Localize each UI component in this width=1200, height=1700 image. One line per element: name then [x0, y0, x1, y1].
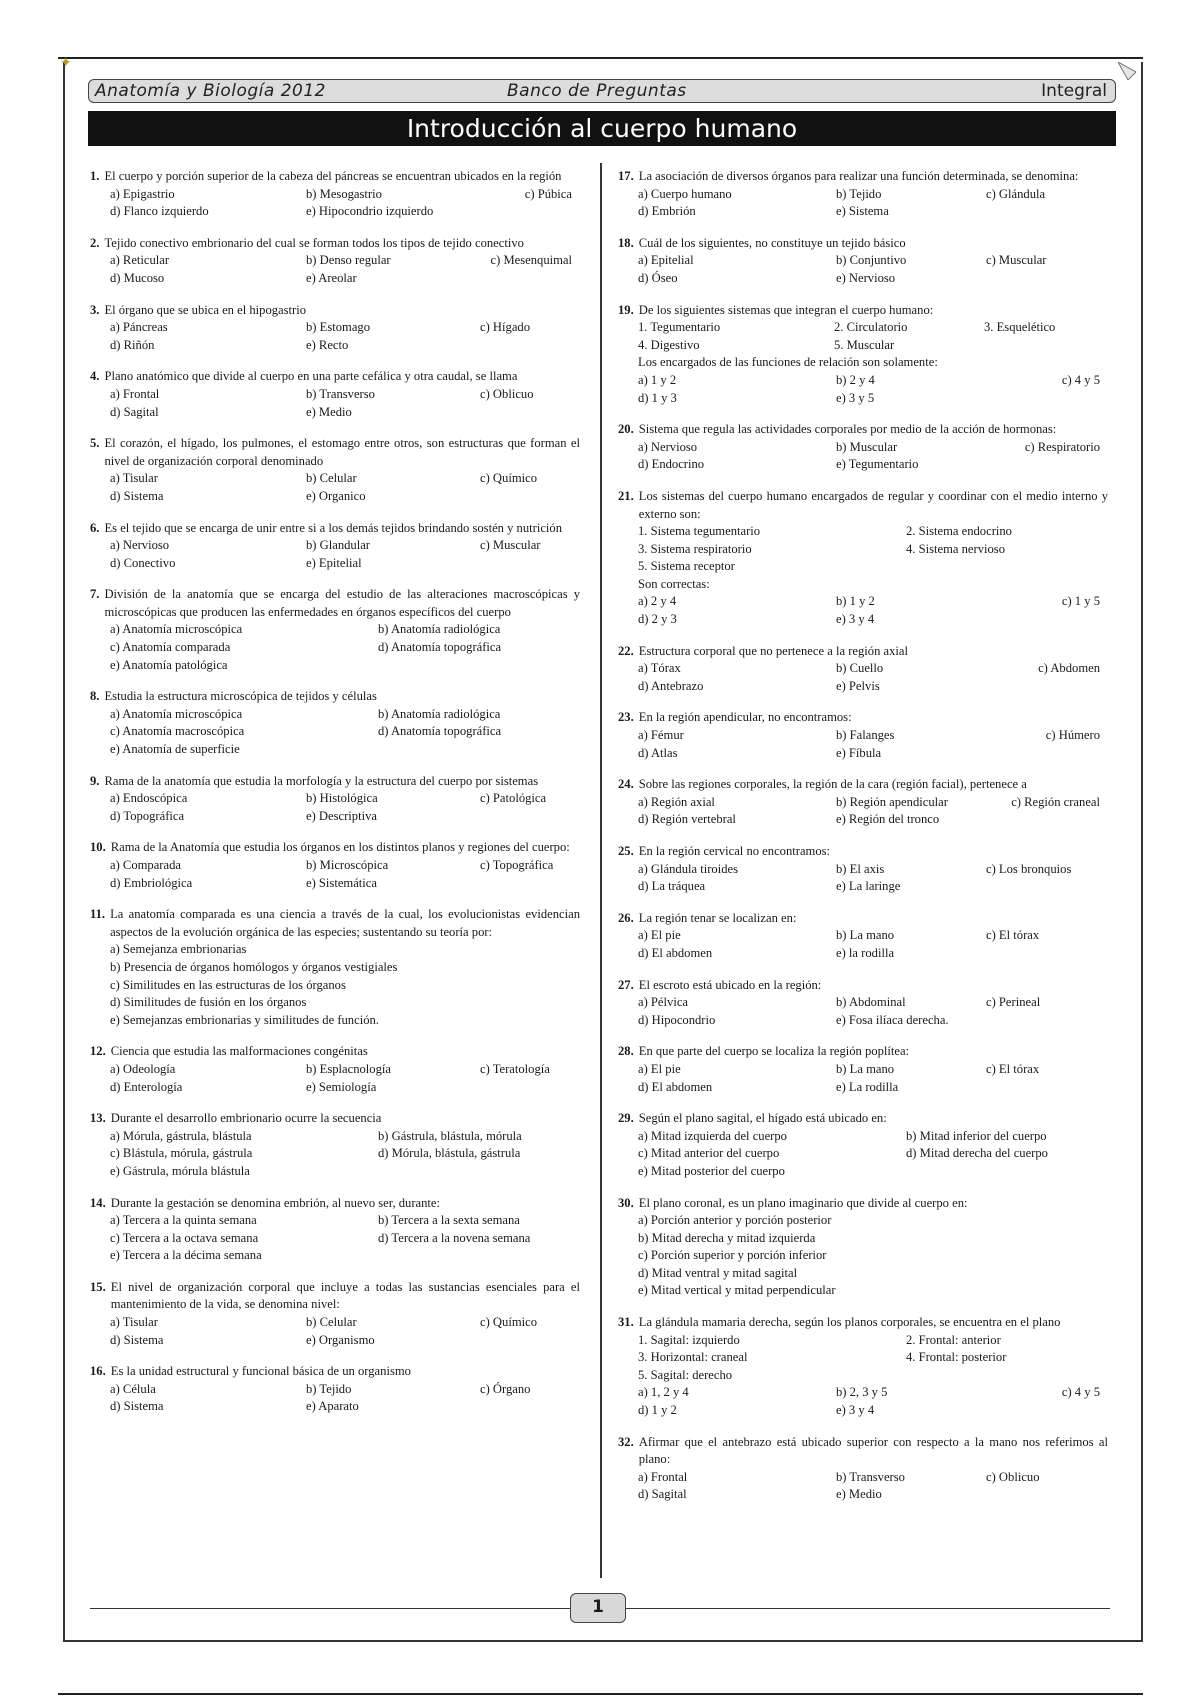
- question-1: 1. El cuerpo y porción superior de la cabeza del páncreas se encuentran ubicados en la región a) Epigastrio b) Mesogastrio c) Púbica d) Flanco izquierdo e) Hipocondrio izquierdo: [90, 169, 572, 219]
- question-3: 3. El órgano que se ubica en el hipogastrio a) Páncreas b) Estomago c) Hígado d) Riñón e) Recto: [90, 302, 531, 352]
- question-12: 12. Ciencia que estudia las malformaciones congénitas a) Odeología b) Esplacnología c) Teratología d) Enterología e) Semiología: [90, 1044, 550, 1094]
- question-6: 6. Es el tejido que se encarga de unir entre si a los demás tejidos brindando sostén y nutrición a) Nervioso b) Glandular c) Muscular d) Conectivo e) Epitelial: [90, 520, 563, 570]
- left-column: [90, 168, 580, 1430]
- question-9: 9. Rama de la anatomía que estudia la morfología y la estructura del cuerpo por sistemas a) Endoscópica b) Histológica c) Patológica d) Topográfica e) Descriptiva: [90, 773, 547, 823]
- question-10: 10. Rama de la Anatomía que estudia los órganos en los distintos planos y regiones del cuerpo: a) Comparada b) Microscópica c) Topográfica d) Embriológica e) Sistemática: [90, 840, 570, 890]
- question-13: 13. Durante el desarrollo embrionario ocurre la secuencia a) Mórula, gástrula, blástula b) Gástrula, blástula, mórula c) Blástula, mórula, gástrula d) Mórula, blástula, gástrula e) Gástrula, mórula blástula: [90, 1111, 522, 1178]
- corner-mark-icon: ✦: [60, 55, 72, 71]
- top-rule: [58, 57, 1143, 59]
- question-25: 25. En la región cervical no encontramos: a) Glándula tiroides b) El axis c) Los bronquios d) La tráquea e) La laringe: [618, 844, 1072, 894]
- question-28: 28. En que parte del cuerpo se localiza la región poplítea: a) El pie b) La mano c) El tórax d) El abdomen e) La rodilla: [618, 1044, 1040, 1094]
- question-18: 18. Cuál de los siguientes, no constituye un tejido básico a) Epitelial b) Conjuntivo c) Muscular d) Óseo e) Nervioso: [618, 235, 1047, 285]
- question-32: 32. Afirmar que el antebrazo está ubicado superior con respecto a la mano nos referimos al plano: a) Frontal b) Transverso c) Oblicuo d) Sagital e) Medio: [618, 1434, 1108, 1502]
- footer-rule-left: [90, 1608, 570, 1609]
- question-30: 30. El plano coronal, es un plano imaginario que divide al cuerpo en: a) Porción anterior y porción posterior b) Mitad derecha y mitad izquierda c) Porción superior y porción inferior d) Mitad ventral y mitad sagital e) Mitad vertical y mitad perpendicular: [618, 1195, 968, 1298]
- footer-rule-right: [626, 1608, 1110, 1609]
- question-20: 20. Sistema que regula las actividades corporales por medio de la acción de hormonas: a) Nervioso b) Muscular c) Respiratorio d) Endocrino e) Tegumentario: [618, 422, 1100, 472]
- question-21: 21. Los sistemas del cuerpo humano encargados de regular y coordinar con el medio interno y externo son: 1. Sistema tegumentario 2. Sistema endocrino 3. Sistema respiratorio 4. Sistema nervioso 5. Sistema receptor Son correctas: a) 2 y 4 b) 1 y 2 c) 1 y 5 d) 2 y 3 e) 3 y 4: [618, 488, 1108, 627]
- page-title: Introducción al cuerpo humano: [88, 111, 1116, 146]
- question-29: 29. Según el plano sagital, el hígado está ubicado en: a) Mitad izquierda del cuerpo b) Mitad inferior del cuerpo c) Mitad anterior del cuerpo d) Mitad derecha del cuerpo e) Mitad posterior del cuerpo: [618, 1111, 1048, 1178]
- bottom-rule: [58, 1693, 1143, 1695]
- question-7: 7. División de la anatomía que se encarga del estudio de las alteraciones macroscópicas y microscópicas que producen las enfermedades en órganos específicos del cuerpo a) Anatomía microscópica b) Anatomía radiológica c) Anatomía comparada d) Anatomía topográfica e) Anatomía patológica: [90, 587, 580, 672]
- page-fold-icon: [1118, 62, 1136, 80]
- question-24: 24. Sobre las regiones corporales, la región de la cara (región facial), pertenece a a) Región axial b) Región apendicular c) Región craneal d) Región vertebral e) Región del tronco: [618, 777, 1100, 827]
- question-15: 15. El nivel de organización corporal que incluye a todas las sustancias esenciales para el mantenimiento de la vida, se denomina nivel: a) Tisular b) Celular c) Químico d) Sistema e) Organismo: [90, 1279, 580, 1347]
- column-divider: [600, 163, 602, 1578]
- question-22: 22. Estructura corporal que no pertenece a la región axial a) Tórax b) Cuello c) Abdomen d) Antebrazo e) Pelvis: [618, 643, 1100, 693]
- question-23: 23. En la región apendicular, no encontramos: a) Fémur b) Falanges c) Húmero d) Atlas e) Fíbula: [618, 710, 1100, 760]
- header-bar: [88, 79, 1116, 103]
- question-16: 16. Es la unidad estructural y funcional básica de un organismo a) Célula b) Tejido c) Órgano d) Sistema e) Aparato: [90, 1364, 531, 1414]
- question-8: 8. Estudia la estructura microscópica de tejidos y células a) Anatomía microscópica b) Anatomía radiológica c) Anatomía macroscópica d) Anatomía topográfica e) Anatomía de superficie: [90, 689, 502, 757]
- question-5: 5. El corazón, el hígado, los pulmones, el estomago entre otros, son estructuras que forman el nivel de organización corporal denominado a) Tisular b) Celular c) Químico d) Sistema e) Organico: [90, 436, 580, 503]
- question-31: 31. La glándula mamaria derecha, según los planos corporales, se encuentra en el plano 1. Sagital: izquierdo 2. Frontal: anterior 3. Horizontal: craneal 4. Frontal: posterior 5. Sagital: derecho a) 1, 2 y 4 b) 2, 3 y 5 c) 4 y 5 d) 1 y 2 e) 3 y 4: [618, 1315, 1100, 1418]
- question-27: 27. El escroto está ubicado en la región: a) Pélvica b) Abdominal c) Perineal d) Hipocondrio e) Fosa ilíaca derecha.: [618, 977, 1041, 1027]
- question-19: 19. De los siguientes sistemas que integran el cuerpo humano: 1. Tegumentario 2. Circulatorio 3. Esquelético 4. Digestivo 5. Muscular Los encargados de las funciones de relación son solamente: a) 1 y 2 b) 2 y 4 c) 4 y 5 d) 1 y 3 e) 3 y 5: [618, 302, 1100, 405]
- header-bank: Banco de Preguntas: [507, 81, 687, 101]
- question-11: 11. La anatomía comparada es una ciencia a través de la cual, los evolucionistas evidencian aspectos de la evolución orgánica de las especies; sustentando su teoría por: a) Semejanza embrionarias b) Presencia de órganos homólogos y órganos vestigiales c) Similitudes en las estructuras de los órganos d) Similitudes de fusión en los órganos e) Semejanzas embrionarias y similitudes de función.: [90, 907, 580, 1027]
- question-4: 4. Plano anatómico que divide al cuerpo en una parte cefálica y otra caudal, se llama a) Frontal b) Transverso c) Oblicuo d) Sagital e) Medio: [90, 369, 534, 419]
- question-2: 2. Tejido conectivo embrionario del cual se forman todos los tipos de tejido conectivo a) Reticular b) Denso regular c) Mesenquimal d) Mucoso e) Areolar: [90, 235, 572, 285]
- header-course: Anatomía y Biología 2012: [95, 81, 326, 101]
- header-level: Integral: [1041, 81, 1107, 101]
- question-14: 14. Durante la gestación se denomina embrión, al nuevo ser, durante: a) Tercera a la quinta semana b) Tercera a la sexta semana c) Tercera a la octava semana d) Tercera a la novena semana e) Tercera a la décima semana: [90, 1195, 531, 1263]
- question-17: 17. La asociación de diversos órganos para realizar una función determinada, se denomina: a) Cuerpo humano b) Tejido c) Glándula d) Embrión e) Sistema: [618, 169, 1079, 219]
- right-column: [618, 168, 1108, 1518]
- question-26: 26. La región tenar se localizan en: a) El pie b) La mano c) El tórax d) El abdomen e) la rodilla: [618, 910, 1040, 960]
- page-number: 1: [570, 1593, 626, 1623]
